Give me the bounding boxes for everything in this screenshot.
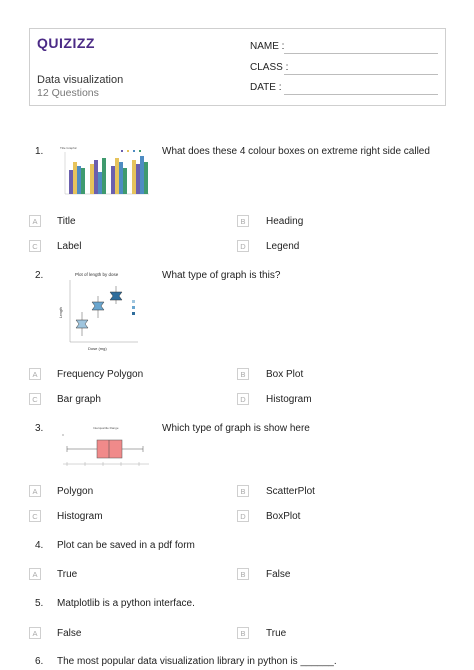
option-letter-box[interactable]: B <box>237 568 249 580</box>
name-line[interactable] <box>284 53 438 54</box>
question-text: Plot can be saved in a pdf form <box>57 540 195 551</box>
option-letter-box[interactable]: D <box>237 393 249 405</box>
box-mid-dose <box>92 296 104 318</box>
option-text[interactable]: Histogram <box>57 511 103 522</box>
question-number: 2. <box>35 270 44 281</box>
date-line[interactable] <box>284 94 438 95</box>
option-text[interactable]: Bar graph <box>57 394 101 405</box>
class-line[interactable] <box>284 74 438 75</box>
date-label: DATE : <box>250 82 282 93</box>
plot-xlabel: Dose (mg) <box>88 346 107 351</box>
option-text[interactable]: BoxPlot <box>266 511 301 522</box>
scale-ticks <box>63 462 149 466</box>
option-text[interactable]: False <box>57 628 82 639</box>
boxplot-diagram-image <box>57 422 152 468</box>
option-letter-box[interactable]: C <box>29 510 41 522</box>
option-letter-box[interactable]: A <box>29 627 41 639</box>
question-number: 5. <box>35 598 44 609</box>
iqr-label-scribble: Interquartile Range <box>93 426 119 430</box>
box-plot-image <box>58 268 153 354</box>
bar-group-2 <box>90 158 106 194</box>
question-text: What does these 4 colour boxes on extreme right side called <box>162 146 430 157</box>
option-text[interactable]: Histogram <box>266 394 312 405</box>
iqr-box <box>97 440 122 458</box>
option-text[interactable]: True <box>57 569 78 580</box>
box-high-dose <box>110 286 122 304</box>
option-letter-box[interactable]: C <box>29 393 41 405</box>
option-text[interactable]: Polygon <box>57 486 94 497</box>
question-number: 3. <box>35 423 44 434</box>
option-text[interactable]: Legend <box>266 241 300 252</box>
question-number: 6. <box>35 656 44 667</box>
option-letter-box[interactable]: B <box>237 485 249 497</box>
option-text[interactable]: Title <box>57 216 76 227</box>
option-text[interactable]: Heading <box>266 216 304 227</box>
name-label: NAME : <box>250 41 285 52</box>
question-number: 1. <box>35 146 44 157</box>
option-letter-box[interactable]: C <box>29 240 41 252</box>
option-letter-box[interactable]: A <box>29 215 41 227</box>
chart-title-scribble: Title Graphic <box>60 146 77 150</box>
grouped-bar-chart-image <box>57 142 152 202</box>
option-letter-box[interactable]: B <box>237 368 249 380</box>
bar-group-1 <box>69 162 85 194</box>
option-letter-box[interactable]: B <box>237 215 249 227</box>
class-label: CLASS : <box>250 62 289 73</box>
option-letter-box[interactable]: D <box>237 240 249 252</box>
question-text: The most popular data visualization library in python is ______. <box>57 656 337 667</box>
worksheet-title: Data visualization <box>37 74 124 86</box>
box-low-dose <box>76 312 88 336</box>
question-text: What type of graph is this? <box>162 270 281 281</box>
option-text[interactable]: True <box>266 628 287 639</box>
bar-group-3 <box>111 158 127 194</box>
option-text[interactable]: ScatterPlot <box>266 486 315 497</box>
option-text[interactable]: Label <box>57 241 82 252</box>
option-text[interactable]: False <box>266 569 291 580</box>
option-letter-box[interactable]: D <box>237 510 249 522</box>
question-text: Matplotlib is a python interface. <box>57 598 195 609</box>
plot-ylabel: Length <box>59 307 63 318</box>
legend-scribble <box>121 150 141 152</box>
plot-title: Plot of length by dose <box>75 272 119 277</box>
question-text: Which type of graph is show here <box>162 423 310 434</box>
option-letter-box[interactable]: A <box>29 568 41 580</box>
option-letter-box[interactable]: B <box>237 627 249 639</box>
legend-scribble <box>132 300 135 315</box>
question-count: 12 Questions <box>37 87 99 99</box>
option-text[interactable]: Box Plot <box>266 369 304 380</box>
option-letter-box[interactable]: A <box>29 368 41 380</box>
bar-group-4 <box>132 156 148 194</box>
quizizz-logo: QUIZIZZ <box>37 35 95 51</box>
option-text[interactable]: Frequency Polygon <box>57 369 144 380</box>
option-letter-box[interactable]: A <box>29 485 41 497</box>
question-number: 4. <box>35 540 44 551</box>
